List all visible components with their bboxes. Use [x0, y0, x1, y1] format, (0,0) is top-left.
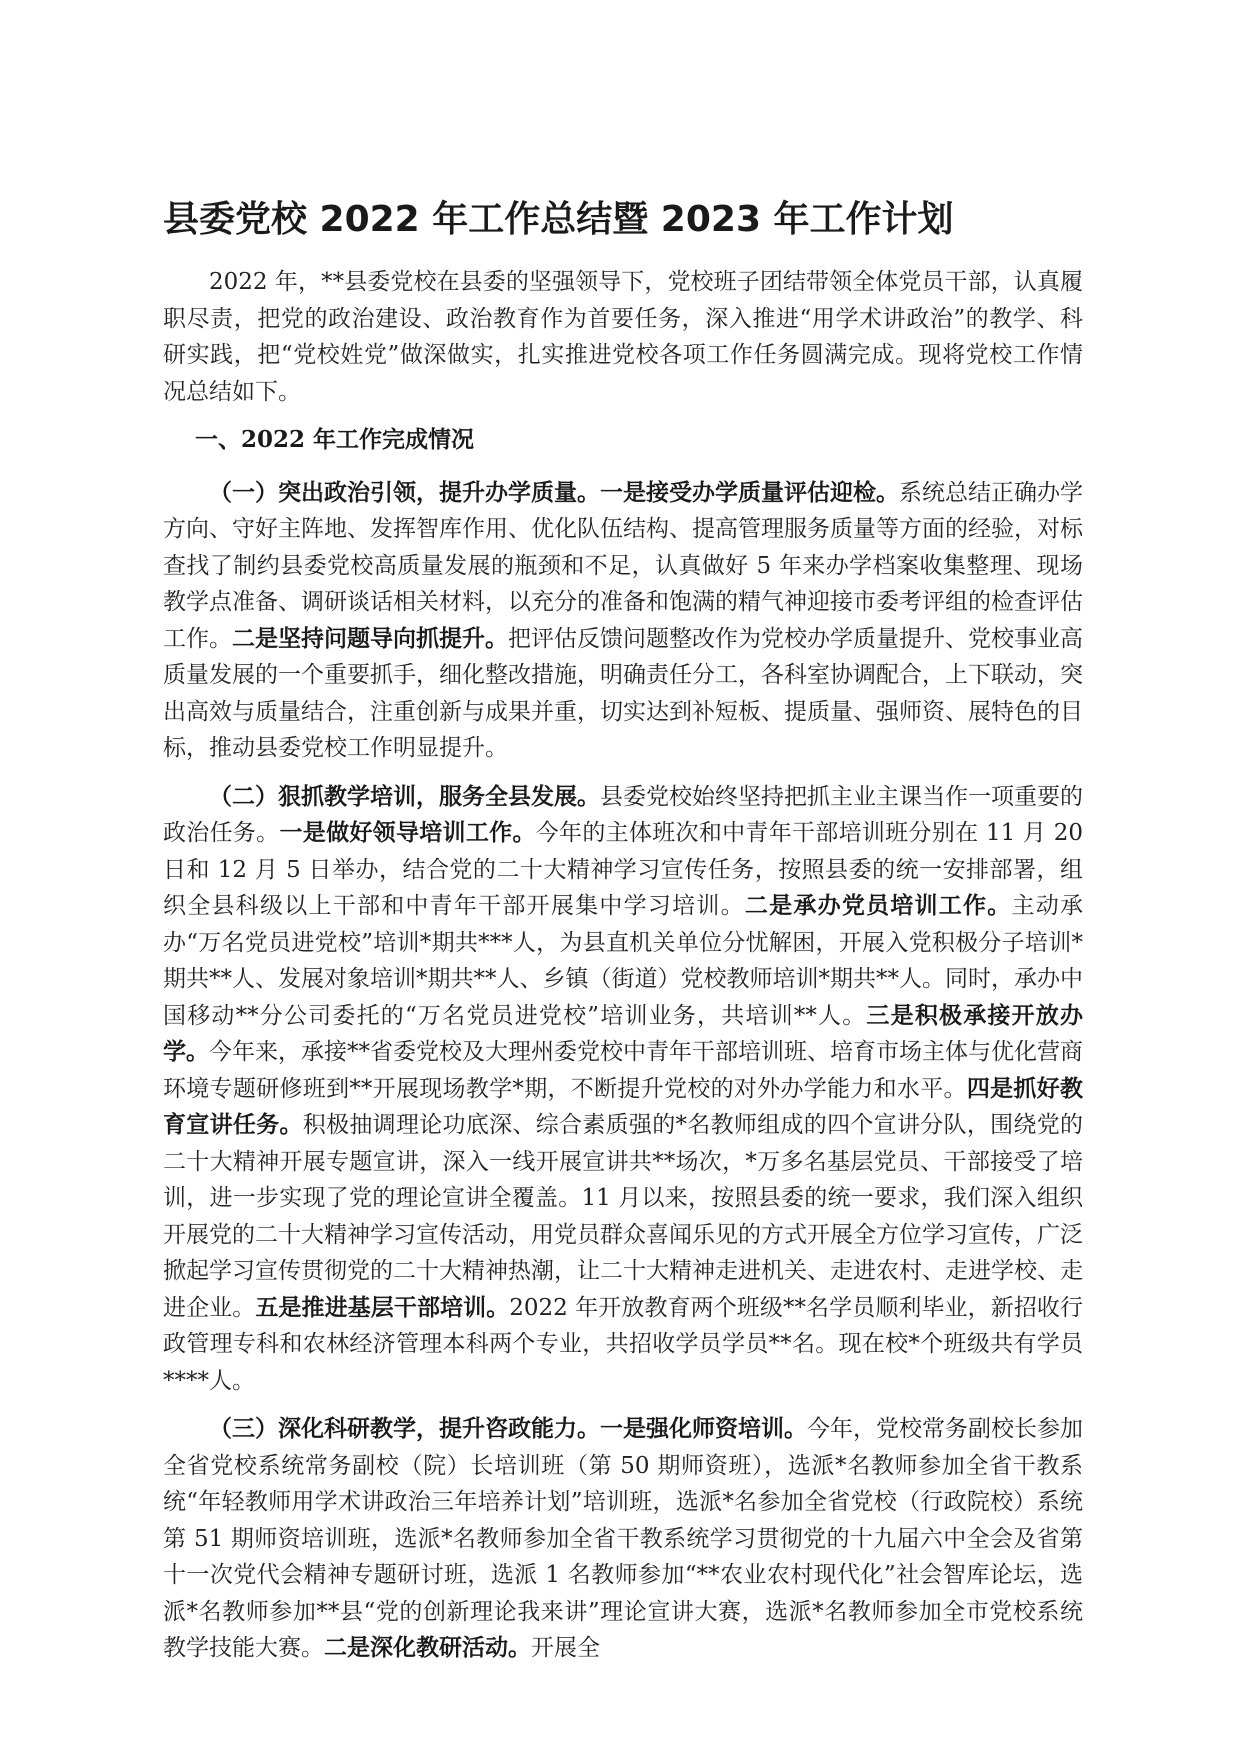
point-text: 今年的主体班次和中青年干部培训班分别在 11 月 20 日和 12 月 5 日举办，结合党的二十大精神学习宣传任务，按照县委的统一安排部署，组织全县科级以上干部和中青年干部开展集中学习培训。 — [163, 820, 1084, 919]
lead-text: 县委党校始终坚持把抓主业主课当作一项重要的政治任务。 — [163, 783, 1083, 846]
point-text: 今年，党校常务副校长参加全省党校系统常务副校（院）长培训班（第 50 期师资班），选派*名教师参加全省干教系统“年轻教师用学术讲政治三年培养计划”培训班，选派*名参加全省党校（行政院校）系统第 51 期师资培训班，选派*名教师参加全省干教系统学习贯彻党的十九届六中全会及省第十一次党代会精神专题研讨班，选派 1 名教师参加“**农业农村现代化”社会智库论坛，选派*名教师参加**县“党的创新理论我来讲”理论宣讲大赛，选派*名教师参加全市党校系统教学技能大赛。 — [163, 1416, 1083, 1661]
point-text: 开展全 — [531, 1635, 600, 1661]
point-text: 2022 年开放教育两个班级**名学员顺利毕业，新招收行政管理专科和农林经济管理本科两个专业，共招收学员学员**名。现在校*个班级共有学员****人。 — [163, 1294, 1083, 1394]
point-title: 二是承办党员培训工作。 — [744, 892, 1012, 919]
intro-paragraph: 2022 年，**县委党校在县委的坚强领导下，党校班子团结带领全体党员干部，认真履职尽责，把党的政治建设、政治教育作为首要任务，深入推进“用学术讲政治”的教学、科研实践，把“党校姓党”做深做实，扎实推进党校各项工作任务圆满完成。现将党校工作情况总结如下。 — [163, 269, 1083, 405]
point-text: 今年来，承接**省委党校及大理州委党校中青年干部培训班、培育市场主体与优化营商环境专题研修班到**开展现场教学*期，不断提升党校的对外办学能力和水平。 — [163, 1039, 1083, 1102]
point-text: 积极抽调理论功底深、综合素质强的*名教师组成的四个宣讲分队，围绕党的二十大精神开展专题宣讲，深入一线开展宣讲共**场次，*万多名基层党员、干部接受了培训，进一步实现了党的理论宣讲全覆盖。11 月以来，按照县委的统一要求，我们深入组织开展党的二十大精神学习宣传活动，用党员群众喜闻乐见的方式开展全方位学习宣传，广泛掀起学习宣传贯彻党的二十大精神热潮，让二十大精神走进机关、走进农村、走进学校、走进企业。 — [163, 1112, 1084, 1321]
point-title: 一是做好领导培训工作。 — [279, 819, 536, 846]
paragraph-lead: （二）狠抓教学培训，服务全县发展。 — [209, 782, 600, 810]
section-heading: 一、2022 年工作完成情况 — [195, 426, 475, 453]
point-title: 二是坚持问题导向抓提升。 — [232, 624, 508, 652]
point-title: 四是抓好教育宣讲任务。 — [163, 1074, 1084, 1138]
point-title: 二是深化教研活动。 — [324, 1634, 531, 1661]
paragraph-lead: （三）深化科研教学，提升咨政能力。 — [209, 1415, 600, 1442]
paragraph-political-leadership — [163, 475, 1083, 767]
point-title: 一是强化师资培训。 — [600, 1415, 807, 1442]
point-title: 五是推进基层干部培训。 — [255, 1293, 510, 1321]
paragraph-lead: （一）突出政治引领，提升办学质量。 — [209, 478, 600, 506]
paragraph-teaching-training — [163, 779, 1083, 1400]
paragraph-research-teaching — [163, 1411, 1083, 1667]
point-text: 把评估反馈问题整改作为党校办学质量提升、党校事业高质量发展的一个重要抓手，细化整改措施，明确责任分工，各科室协调配合，上下联动，突出高效与质量结合，注重创新与成果并重，切实达到补短板、提质量、强师资、展特色的目标，推动县委党校工作明显提升。 — [163, 625, 1083, 761]
point-text: 系统总结正确办学方向、守好主阵地、发挥智库作用、优化队伍结构、提高管理服务质量等方面的经验，对标查找了制约县委党校高质量发展的瓶颈和不足，认真做好 5 年来办学档案收集整理、现场教学点准备、调研谈话相关材料，以充分的准备和饱满的精气神迎接市委考评组的检查评估工作。 — [163, 479, 1083, 652]
document-title: 县委党校 2022 年工作总结暨 2023 年工作计划 — [163, 199, 954, 240]
document-body — [163, 190, 1083, 1679]
point-text: 主动承办“万名党员进党校”培训*期共***人，为县直机关单位分忧解困，开展入党积极分子培训*期共**人、发展对象培训*期共**人、乡镇（街道）党校教师培训*期共**人。同时，承办中国移动**分公司委托的“万名党员进党校”培训业务，共培训**人。 — [163, 893, 1084, 1029]
point-title: 一是接受办学质量评估迎检。 — [600, 478, 899, 506]
point-title: 三是积极承接开放办学。 — [163, 1001, 1083, 1065]
